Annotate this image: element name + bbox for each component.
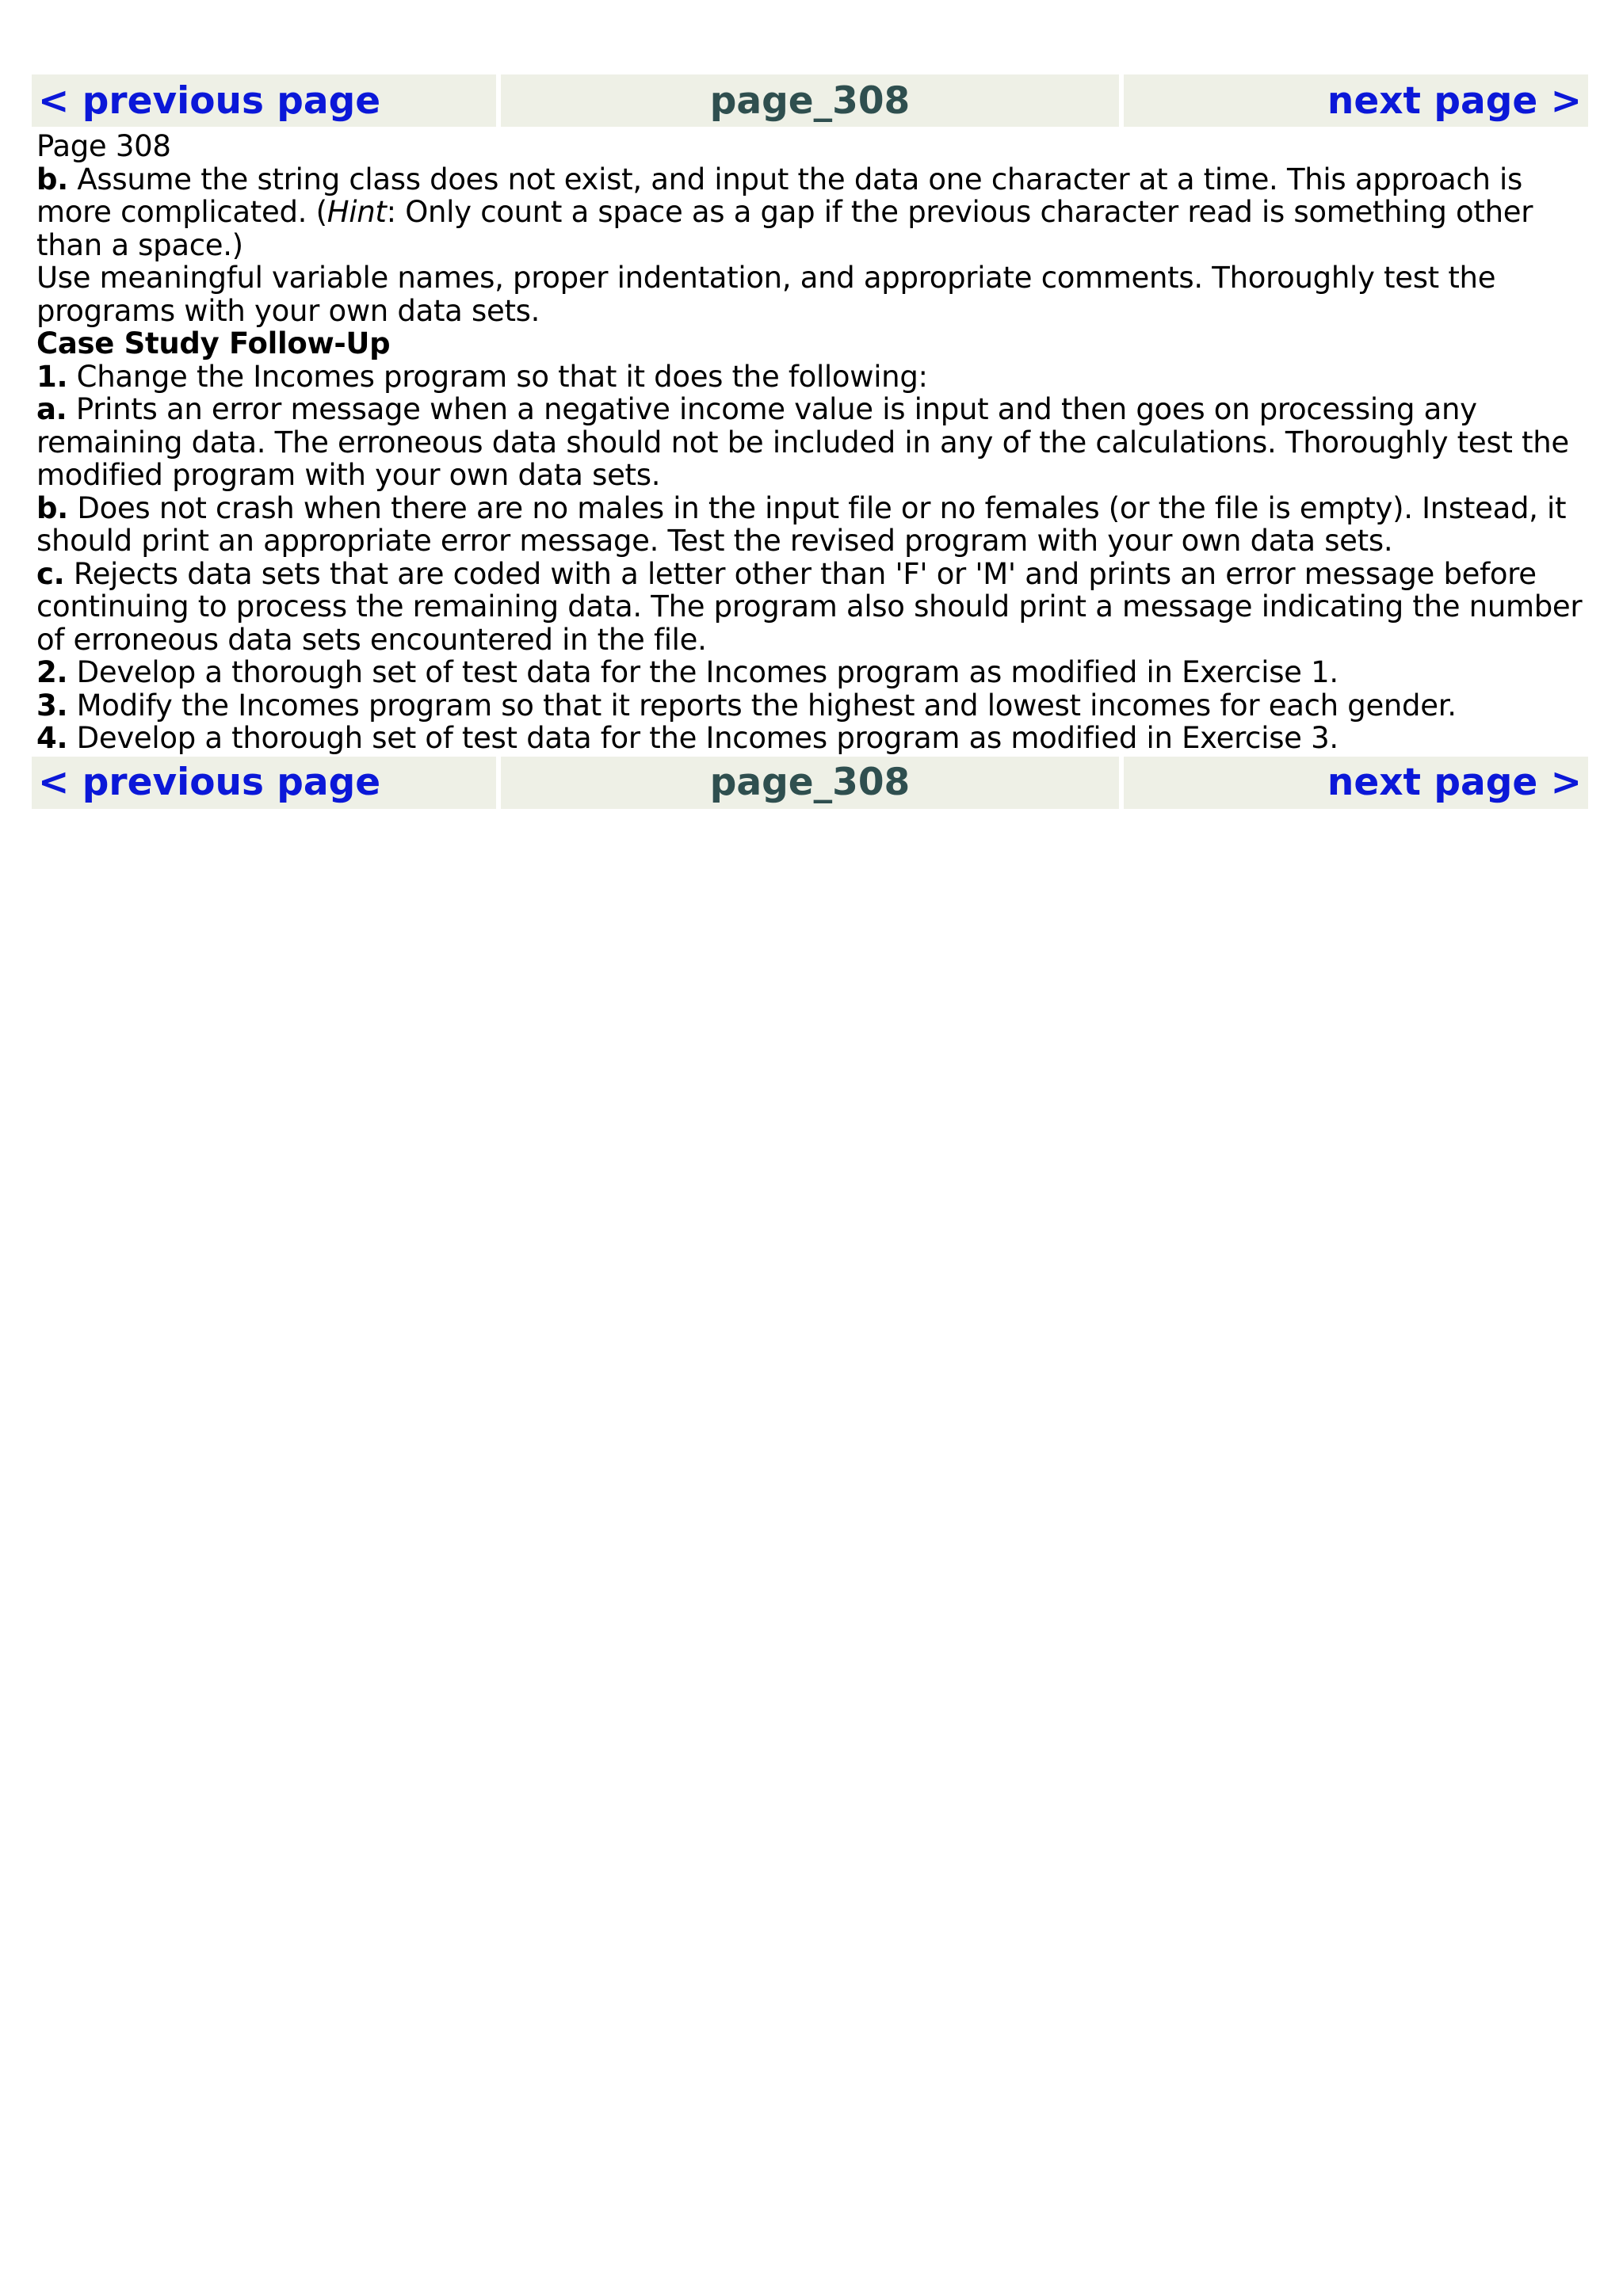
guidance-paragraph: Use meaningful variable names, proper indentation, and appropriate comments. Thoroughly test the programs with your own data sets. [36,261,1496,328]
case-study-item-4 [36,722,1593,755]
top-nav-title-cell [501,74,1119,127]
item-marker: c. [36,556,65,591]
top-previous-page-link[interactable]: < previous page [38,78,381,123]
top-nav-next-cell [1124,74,1588,127]
bottom-page-title: page_308 [709,761,911,804]
item-text: Rejects data sets that are coded with a letter other than 'F' or 'M' and prints an error message before continuing to process the remaining data. The program also should print a message indicating the number of erroneous data sets encountered in the file. [36,556,1583,657]
top-page-title: page_308 [709,78,911,123]
bottom-nav-prev-cell [32,757,496,809]
item-marker: 3. [36,688,68,723]
item-text: Develop a thorough set of test data for the Incomes program as modified in Exercise 1. [67,655,1338,689]
bottom-previous-page-link[interactable]: < previous page [38,761,381,804]
bottom-nav-next-cell [1124,757,1588,809]
item-marker: 4. [36,721,68,755]
exercise-b-marker: b. [36,162,68,196]
case-study-item-1b [36,492,1593,558]
hint-label: Hint [327,195,387,229]
item-marker: 2. [36,655,68,689]
item-text: Modify the Incomes program so that it reports the highest and lowest incomes for each gender. [67,688,1457,723]
item-text: Prints an error message when a negative income value is input and then goes on processing any remaining data. The erroneous data should not be included in any of the calculations. Thoroughly test the modified program with your own data sets. [36,392,1569,492]
item-text: Develop a thorough set of test data for the Incomes program as modified in Exercise 3. [67,721,1338,755]
bottom-nav-bar [32,757,1593,809]
case-study-heading: Case Study Follow-Up [36,326,391,360]
item-marker: a. [36,392,67,426]
item-marker: b. [36,490,68,525]
case-study-item-2 [36,656,1593,689]
case-study-item-1c [36,558,1593,657]
top-nav-bar [32,74,1593,127]
item-marker: 1. [36,359,68,394]
bottom-nav-title-cell [501,757,1119,809]
exercise-b-text-2: : Only count a space as a gap if the previous character read is something other than a space.) [36,195,1533,262]
page-label: Page 308 [36,129,171,163]
case-study-item-3 [36,689,1593,723]
top-next-page-link[interactable]: next page > [1327,78,1582,123]
case-study-item-1 [36,360,1593,394]
page-content [32,127,1593,757]
page [32,74,1593,809]
case-study-item-1a [36,393,1593,492]
exercise-b-paragraph [36,163,1593,262]
item-text: Does not crash when there are no males in the input file or no females (or the file is empty). Instead, it should print an appropriate error message. Test the revised program with your own data sets. [36,490,1567,558]
item-text: Change the Incomes program so that it does the following: [67,359,928,394]
exercise-b-text-1: Assume the string class does not exist, and input the data one character at a time. This approach is more complicated. ( [36,162,1523,229]
top-nav-prev-cell [32,74,496,127]
bottom-next-page-link[interactable]: next page > [1327,761,1582,804]
